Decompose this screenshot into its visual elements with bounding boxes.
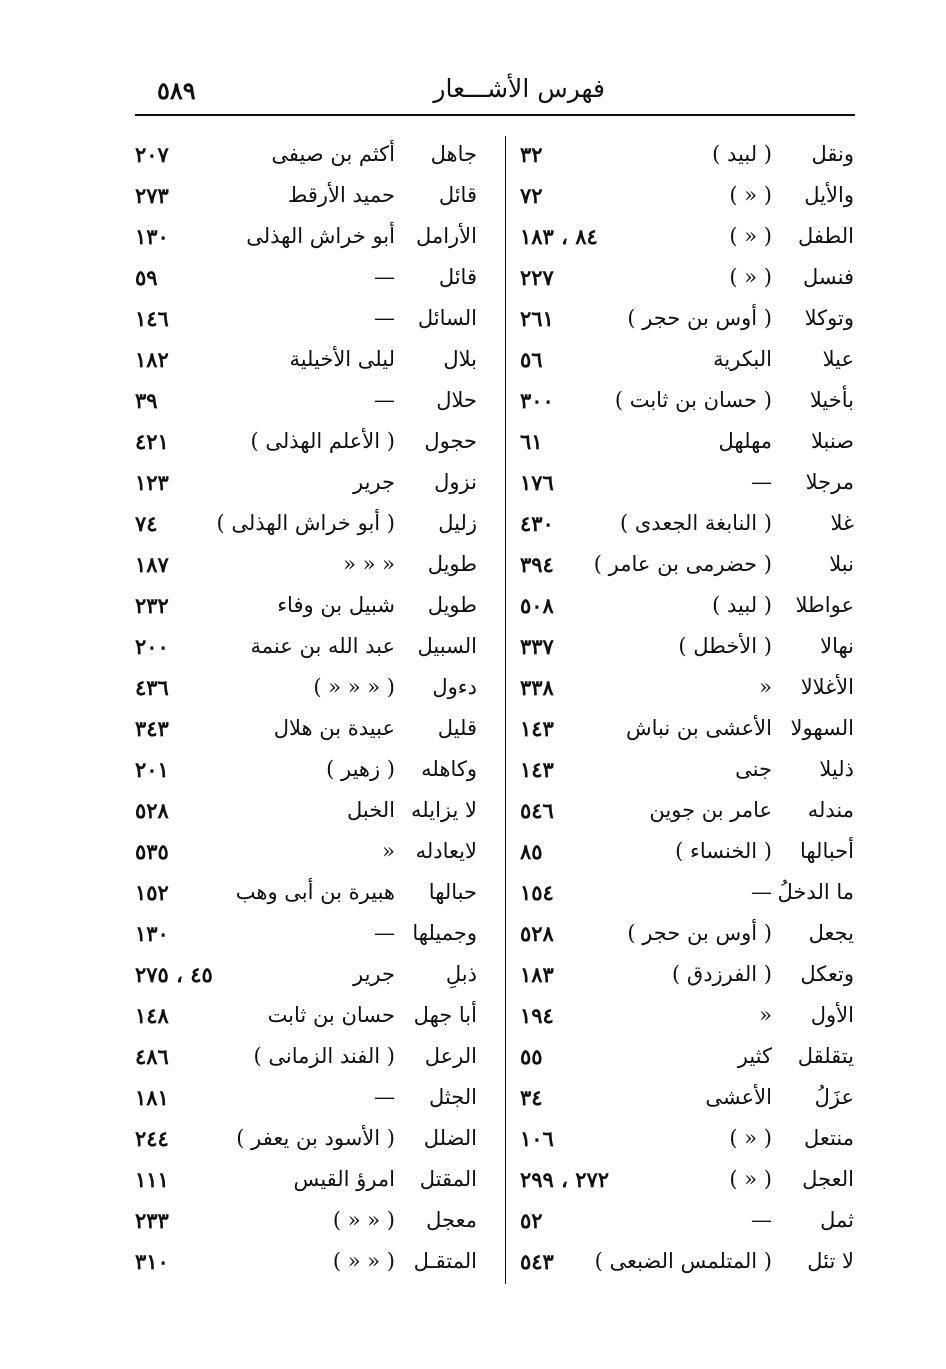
- page-references: ٥٥: [520, 1044, 543, 1069]
- rhyme-word: يتقلقل: [797, 1044, 854, 1068]
- index-entry: [512, 626, 854, 667]
- rhyme-word: لا يزايله: [411, 798, 477, 822]
- page-references: ٤٥ ، ٢٧٥: [135, 962, 213, 987]
- index-entry: [135, 790, 499, 831]
- poet-name: مهلهل: [718, 429, 772, 453]
- poet-name: البكرية: [713, 347, 772, 371]
- index-entry: [512, 954, 854, 995]
- page-references: ٢٠١: [135, 757, 169, 782]
- page-references: ٥٣٥: [135, 839, 169, 864]
- page-references: ٥٢٨: [520, 921, 554, 946]
- index-entry: [135, 749, 499, 790]
- index-entry: [512, 544, 854, 585]
- rhyme-word: نهالا: [820, 634, 854, 658]
- poet-name: ( زهير ): [326, 757, 395, 781]
- index-entry: [135, 872, 499, 913]
- index-entry: [135, 1036, 499, 1077]
- page-references: ٥٠٨: [520, 593, 554, 618]
- poet-name: ( لبيد ): [712, 593, 772, 617]
- poet-name: —: [751, 470, 772, 494]
- index-entry: [135, 134, 499, 175]
- page-references: ٣٤٣: [135, 716, 169, 741]
- page-references: ٢٧٢ ، ٢٩٩: [520, 1167, 610, 1192]
- page-references: ٢٠٧: [135, 142, 169, 167]
- page-references: ٢٣٢: [135, 593, 169, 618]
- rhyme-word: قليل: [437, 716, 477, 740]
- poet-name: ليلى الأخيلية: [289, 347, 395, 371]
- index-entry: [135, 1241, 499, 1282]
- page-header: [135, 70, 855, 110]
- page-references: ٣٩٤: [520, 552, 554, 577]
- page-references: ٣١٠: [135, 1249, 169, 1274]
- poet-name: هبيرة بن أبى وهب: [235, 880, 395, 904]
- index-entry: [512, 339, 854, 380]
- rhyme-word: عزَلُ: [814, 1085, 854, 1109]
- index-entry: [512, 134, 854, 175]
- rhyme-word: وجميلها: [412, 921, 477, 945]
- page-references: ٤٨٦: [135, 1044, 169, 1069]
- index-entry: [135, 175, 499, 216]
- page-references: ٢٣٣: [135, 1208, 169, 1233]
- page-references: ١٥٢: [135, 880, 169, 905]
- page-references: ١١١: [135, 1167, 169, 1192]
- index-entry: [512, 708, 854, 749]
- poet-name: الأعشى بن نباش: [626, 716, 772, 740]
- poet-name: —: [751, 880, 772, 904]
- rhyme-word: نزول: [434, 470, 477, 494]
- rhyme-word: عيلا: [822, 347, 854, 371]
- page-references: ١٤٣: [520, 757, 554, 782]
- index-entry: [135, 339, 499, 380]
- index-entry: [135, 667, 499, 708]
- poet-name: الخبل: [346, 798, 395, 822]
- page-references: ٢٠٠: [135, 634, 169, 659]
- index-entry: [135, 626, 499, 667]
- page-references: ٢٦١: [520, 306, 554, 331]
- page-references: ١٨٢: [135, 347, 169, 372]
- page-references: ١٧٦: [520, 470, 554, 495]
- page-references: ٥٢: [520, 1208, 543, 1233]
- rhyme-word: ذليلا: [819, 757, 854, 781]
- rhyme-word: يجعل: [808, 921, 854, 945]
- rhyme-word: دءول: [432, 675, 477, 699]
- index-entry: [135, 995, 499, 1036]
- poet-name: عامر بن جوين: [649, 798, 772, 822]
- poet-name: حسان بن ثابت: [267, 1003, 395, 1027]
- index-entry: [135, 380, 499, 421]
- page-references: ٣٣٨: [520, 675, 554, 700]
- page-references: ٢٤٤: [135, 1126, 169, 1151]
- page-number: ٥٨٩: [157, 76, 196, 105]
- rhyme-word: وتعكل: [800, 962, 854, 986]
- index-entry: [135, 462, 499, 503]
- rhyme-word: وتوكلا: [804, 306, 854, 330]
- index-entry: [512, 790, 854, 831]
- page-references: ٣٣٧: [520, 634, 554, 659]
- poet-name: ( النابغة الجعدى ): [620, 511, 772, 535]
- rhyme-word: حبالها: [428, 880, 477, 904]
- index-entry: [135, 1118, 499, 1159]
- index-entry: [512, 667, 854, 708]
- poet-name: جرير: [353, 470, 395, 494]
- index-entry: [512, 1200, 854, 1241]
- rhyme-word: معجل: [426, 1208, 477, 1232]
- page-references: ٥٢٨: [135, 798, 169, 823]
- rhyme-word: صنبلا: [810, 429, 854, 453]
- rhyme-word: فنسل: [802, 265, 854, 289]
- poet-name: أكثم بن صيفى: [271, 142, 395, 166]
- poet-name: ( « ): [729, 1126, 772, 1150]
- page-references: ٣٢: [520, 142, 543, 167]
- poet-name: «: [382, 839, 395, 863]
- poet-name: شبيل بن وفاء: [277, 593, 395, 617]
- index-entry: [512, 257, 854, 298]
- left-column: [135, 134, 499, 1282]
- index-entry: [135, 954, 499, 995]
- poet-name: حميد الأرقط: [287, 183, 395, 207]
- index-entry: [135, 503, 499, 544]
- rhyme-word: الأغلالا: [800, 675, 854, 699]
- poet-name: ( لبيد ): [712, 142, 772, 166]
- page-references: ٣٠٠: [520, 388, 554, 413]
- rhyme-word: ذبلِ: [445, 962, 477, 986]
- rhyme-word: غلا: [830, 511, 854, 535]
- poet-name: ( الفرزدق ): [672, 962, 772, 986]
- rhyme-word: الرعل: [424, 1044, 477, 1068]
- index-entry: [512, 831, 854, 872]
- poet-name: «: [759, 675, 772, 699]
- rhyme-word: العجل: [802, 1167, 854, 1191]
- rhyme-word: ثمل: [820, 1208, 854, 1232]
- rhyme-word: طويل: [427, 552, 477, 576]
- page-references: ٧٢: [520, 183, 543, 208]
- poet-name: ( « ): [729, 265, 772, 289]
- rhyme-word: بلال: [443, 347, 477, 371]
- poet-name: ( الأسود بن يعفر ): [236, 1126, 395, 1150]
- poet-name: ( « ): [729, 1167, 772, 1191]
- page-references: ٥٤٦: [520, 798, 554, 823]
- poet-name: ( « « ): [332, 1249, 395, 1273]
- index-entry: [135, 298, 499, 339]
- rhyme-word: السهولا: [790, 716, 854, 740]
- rhyme-word: الطفل: [798, 224, 854, 248]
- page-references: ٤٢١: [135, 429, 169, 454]
- rhyme-word: ما الدخلُ: [777, 880, 854, 904]
- rhyme-word: قائل: [438, 265, 477, 289]
- poet-name: —: [374, 306, 395, 330]
- index-entry: [135, 585, 499, 626]
- rhyme-word: عواطلا: [795, 593, 854, 617]
- poet-name: كثير: [737, 1044, 772, 1068]
- rhyme-word: الأول: [810, 1003, 854, 1027]
- page-references: ٣٩: [135, 388, 158, 413]
- index-entry: [135, 1200, 499, 1241]
- page-references: ١٤٦: [135, 306, 169, 331]
- column-divider: [505, 136, 506, 1284]
- poet-name: —: [374, 921, 395, 945]
- header-rule: [135, 114, 855, 116]
- page-references: ١٤٨: [135, 1003, 169, 1028]
- page-references: ٥٩: [135, 265, 158, 290]
- index-entry: [512, 1241, 854, 1282]
- right-column: [512, 134, 854, 1282]
- rhyme-word: قائل: [438, 183, 477, 207]
- page-references: ٢٢٧: [520, 265, 554, 290]
- index-entry: [135, 831, 499, 872]
- poet-name: عبد الله بن عنمة: [250, 634, 395, 658]
- poet-name: عبيدة بن هلال: [273, 716, 395, 740]
- rhyme-word: منتعل: [804, 1126, 854, 1150]
- poet-name: ( الخنساء ): [675, 839, 772, 863]
- index-entry: [512, 1077, 854, 1118]
- index-entry: [512, 462, 854, 503]
- rhyme-word: حجول: [424, 429, 477, 453]
- index-entry: [135, 1077, 499, 1118]
- poet-name: امرؤ القيس: [293, 1167, 395, 1191]
- index-entry: [512, 175, 854, 216]
- rhyme-word: لايعادله: [415, 839, 477, 863]
- index-entry: [512, 503, 854, 544]
- page-references: ٤٣٦: [135, 675, 169, 700]
- rhyme-word: المتقـل: [413, 1249, 477, 1273]
- poet-name: ( حسان بن ثابت ): [614, 388, 772, 412]
- poet-name: ( الفند الزمانى ): [253, 1044, 395, 1068]
- rhyme-word: مندله: [807, 798, 854, 822]
- poet-name: ( الأعلم الهذلى ): [250, 429, 395, 453]
- index-entry: [135, 544, 499, 585]
- index-entry: [512, 1159, 854, 1200]
- page-references: ٥٦: [520, 347, 543, 372]
- rhyme-word: جاهل: [430, 142, 477, 166]
- poet-name: —: [751, 1208, 772, 1232]
- index-entry: [135, 913, 499, 954]
- index-entry: [512, 913, 854, 954]
- page-references: ١٨٣: [520, 962, 554, 987]
- poet-name: جنى: [735, 757, 772, 781]
- page-references: ٣٤: [520, 1085, 543, 1110]
- poet-name: —: [374, 388, 395, 412]
- page-references: ١٩٤: [520, 1003, 554, 1028]
- index-entry: [512, 585, 854, 626]
- page-references: ٥٤٣: [520, 1249, 554, 1274]
- poet-name: ( « ): [729, 224, 772, 248]
- poet-name: ( أوس بن حجر ): [627, 921, 772, 945]
- poet-name: ( « « ): [332, 1208, 395, 1232]
- page-references: ١٨٧: [135, 552, 169, 577]
- page-references: ١٥٤: [520, 880, 554, 905]
- poet-name: ( حضرمى بن عامر ): [593, 552, 772, 576]
- page-title: فهرس الأشـــعار: [433, 74, 605, 103]
- rhyme-word: الضلل: [423, 1126, 477, 1150]
- poet-name: الأعشى: [705, 1085, 772, 1109]
- rhyme-word: طويل: [427, 593, 477, 617]
- rhyme-word: نبلا: [829, 552, 854, 576]
- page-references: ١٣٠: [135, 224, 169, 249]
- index-entry: [512, 995, 854, 1036]
- poet-name: ( المتلمس الضبعى ): [594, 1249, 772, 1273]
- poet-name: ( أوس بن حجر ): [627, 306, 772, 330]
- page-references: ١٢٣: [135, 470, 169, 495]
- index-entry: [135, 421, 499, 462]
- rhyme-word: السائل: [417, 306, 477, 330]
- rhyme-word: والأيل: [804, 183, 854, 207]
- rhyme-word: الجثل: [428, 1085, 477, 1109]
- index-entry: [135, 1159, 499, 1200]
- page-references: ١٤٣: [520, 716, 554, 741]
- rhyme-word: زليل: [438, 511, 477, 535]
- index-entry: [512, 421, 854, 462]
- index-entry: [135, 708, 499, 749]
- index-entry: [135, 257, 499, 298]
- rhyme-word: وكاهله: [421, 757, 477, 781]
- rhyme-word: المقتل: [419, 1167, 477, 1191]
- rhyme-word: أبا جهل: [413, 1003, 477, 1027]
- rhyme-word: أحبالها: [799, 839, 854, 863]
- rhyme-word: مرجلا: [805, 470, 854, 494]
- poet-name: «: [759, 1003, 772, 1027]
- index-entry: [512, 216, 854, 257]
- page-references: ١٠٦: [520, 1126, 554, 1151]
- poet-name: أبو خراش الهذلى: [246, 224, 395, 248]
- page-references: ٨٤ ، ١٨٣: [520, 224, 598, 249]
- poet-name: —: [374, 265, 395, 289]
- poet-name: ( الأخطل ): [678, 634, 772, 658]
- rhyme-word: بأخيلا: [809, 388, 854, 412]
- index-entry: [512, 749, 854, 790]
- rhyme-word: لا تئل: [807, 1249, 854, 1273]
- index-entry: [512, 1036, 854, 1077]
- poet-name: « « «: [343, 552, 395, 576]
- page-references: ٦١: [520, 429, 543, 454]
- rhyme-word: الأرامل: [416, 224, 477, 248]
- poet-name: ( أبو خراش الهذلى ): [216, 511, 395, 535]
- page-references: ٨٥: [520, 839, 543, 864]
- index-entry: [512, 872, 854, 913]
- index-entry: [135, 216, 499, 257]
- index-entry: [512, 298, 854, 339]
- page-references: ٧٤: [135, 511, 158, 536]
- rhyme-word: السبيل: [417, 634, 477, 658]
- poet-name: ( « ): [729, 183, 772, 207]
- rhyme-word: ونقل: [811, 142, 854, 166]
- poet-name: —: [374, 1085, 395, 1109]
- poet-name: ( « « « ): [313, 675, 395, 699]
- rhyme-word: حلال: [436, 388, 477, 412]
- index-entry: [512, 1118, 854, 1159]
- page-references: ١٨١: [135, 1085, 169, 1110]
- page-references: ١٣٠: [135, 921, 169, 946]
- index-entry: [512, 380, 854, 421]
- page-references: ٢٧٣: [135, 183, 169, 208]
- page-references: ٤٣٠: [520, 511, 554, 536]
- poet-name: جرير: [353, 962, 395, 986]
